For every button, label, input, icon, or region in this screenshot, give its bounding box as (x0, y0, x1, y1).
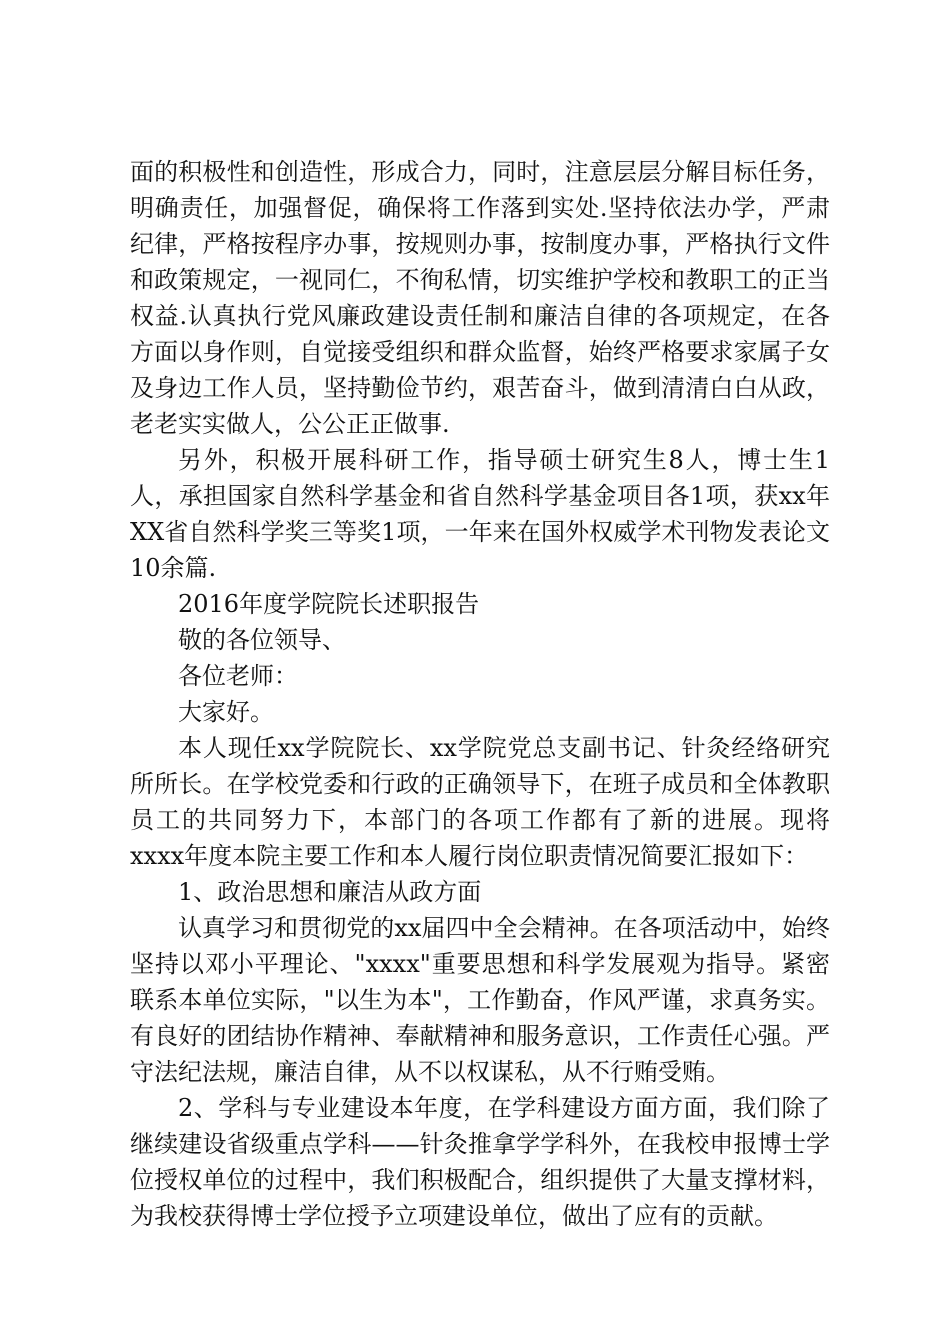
report-title: 2016年度学院院长述职报告 (178, 590, 480, 618)
paragraph-discipline: 2、学科与专业建设本年度，在学科建设方面方面，我们除了继续建设省级重点学科——针灸推拿学学科外，在我校申报博士学位授权单位的过程中，我们积极配合，组织提供了大量支撑材料，为我校获得博士学位授予立项建设单位，做出了应有的贡献。 (130, 1094, 830, 1230)
document-body (130, 154, 830, 1234)
paragraph-introduction: 本人现任xx学院院长、xx学院党总支副书记、针灸经络研究所所长。在学校党委和行政的正确领导下，在班子成员和全体教职员工的共同努力下，本部门的各项工作都有了新的进展。现将xxxx年度本院主要工作和本人履行岗位职责情况简要汇报如下： (130, 734, 830, 870)
paragraph-continued: 面的积极性和创造性，形成合力，同时，注意层层分解目标任务，明确责任，加强督促，确保将工作落到实处.坚持依法办学，严肃纪律，严格按程序办事，按规则办事，按制度办事，严格执行文件和政策规定，一视同仁，不徇私情，切实维护学校和教职工的正当权益.认真执行党风廉政建设责任制和廉洁自律的各项规定，在各方面以身作则，自觉接受组织和群众监督，始终严格要求家属子女及身边工作人员，坚持勤俭节约，艰苦奋斗，做到清清白白从政，老老实实做人，公公正正做事. (130, 158, 830, 438)
paragraph-research: 另外，积极开展科研工作，指导硕士研究生8人，博士生1人，承担国家自然科学基金和省自然科学基金项目各1项，获xx年XX省自然科学奖三等奖1项，一年来在国外权威学术刊物发表论文10余篇. (130, 446, 830, 582)
section-heading-politics: 1、政治思想和廉洁从政方面 (178, 878, 482, 906)
salutation-leaders: 敬的各位领导、 (178, 626, 346, 654)
greeting: 大家好。 (178, 698, 274, 726)
salutation-teachers: 各位老师： (178, 662, 298, 690)
paragraph-politics: 认真学习和贯彻党的xx届四中全会精神。在各项活动中，始终坚持以邓小平理论、"xxxx"重要思想和科学发展观为指导。紧密联系本单位实际，"以生为本"，工作勤奋，作风严谨，求真务实。有良好的团结协作精神、奉献精神和服务意识，工作责任心强。严守法纪法规，廉洁自律，从不以权谋私，从不行贿受贿。 (130, 914, 830, 1086)
